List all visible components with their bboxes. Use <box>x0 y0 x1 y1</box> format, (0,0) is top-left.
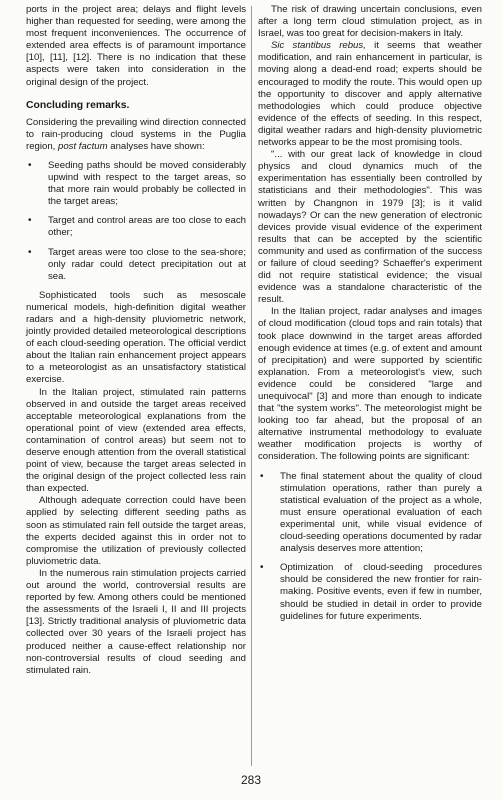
paragraph-tools: Sophisticated tools such as mesoscale numerical models, high-definition digital weather radars and a high-density pluviometric network, jointly provided detailed meteorological descriptions of each cloud-seeding operation. The official verdict about the Italian rain enhancement project appears to a meteorologist as an unsatisfactory statistical exercise. <box>26 289 246 386</box>
list-item <box>26 160 246 208</box>
list-item-text: Target and control areas are too close to each other; <box>48 215 246 239</box>
sic-latin-phrase: Sic stantibus rebus, <box>271 40 366 52</box>
list-item-text: The final statement about the quality of cloud stimulation operations, rather than purely a statistical evaluation of the project as a whole, must ensure operational evaluation of each experimental unit, while visual evidence of cloud-seeding operations documented by radar analysis deserves more attention; <box>280 470 482 555</box>
bullet-icon: • <box>28 159 32 171</box>
sic-text: it seems that weather modification, and rain enhancement in particular, is moving along a dead-end road; experts should be encouraged to modify the route. This would open up the opportunity to discover and apply alternative methodologies which could produce objective evidence of the effects of seeding. In this respect, digital weather radars and high-density pluviometric networks appear to be the most promising tools. <box>258 40 482 149</box>
paragraph-radar: In the Italian project, radar analyses and images of cloud modification (cloud tops and rain totals) that took place downwind in the target areas afforded enough evidence at times (e.g. of extent and amount of precipitation) and were supported by scientific explanation. From a meteorologist's view, such evidence could be considered "large and unequivocal" [3] and more than enough to indicate that "the system works". The meteorologist might be looking too far ahead, but the proposal of an alternative instrumental methodology to evaluate weather modification projects is worthy of consideration. The following points are significant: <box>258 306 483 463</box>
list-item-text: Optimization of cloud-seeding procedures should be considered the new frontier for rain-making. Positive events, even if few in number, should be studied in detail in order to provide guidelines for future experiments. <box>280 562 482 622</box>
considering-text-a: Considering the prevailing wind direction connected to rain-producing cloud systems in the Puglia region, <box>26 116 246 152</box>
column-divider <box>251 6 252 766</box>
bullet-icon: • <box>28 246 32 258</box>
right-column <box>258 4 482 630</box>
list-item <box>258 471 482 556</box>
paragraph-intro: ports in the project area; delays and flight levels higher than requested for seeding, were among the most frequent inconveniences. The occurrence of extended area effects is of paramount importance [10], [11], [12]. There is no indication that these aspects were taken into consideration in the original design of the project. <box>26 4 246 88</box>
findings-list <box>26 160 246 283</box>
paragraph-quote: "... with our great lack of knowledge in cloud physics and cloud dynamics much of the experimentation has essentially been controlled by statisticians and their methodologies". This was written by Changnon in 1979 [3]; is it valid nowadays? Or can the new generation of electronic devices provide visual evidence of the experiment results that can be accepted by the scientific community and used as confirmation of the success or failure of cloud seeding? Schaeffer's experiment did not require statistical evidence; the visual evidence was a standalone characteristic of the result. <box>258 149 482 306</box>
list-item <box>26 215 246 239</box>
bullet-icon: • <box>260 562 264 574</box>
list-item <box>258 562 482 622</box>
significant-points-list <box>258 471 482 623</box>
bullet-icon: • <box>260 470 264 482</box>
section-heading: Concluding remarks. <box>26 99 130 111</box>
bullet-icon: • <box>28 215 32 227</box>
list-item-text: Target areas were too close to the sea-shore; only radar could detect precipitation out at sea. <box>48 246 246 282</box>
list-item <box>26 247 246 283</box>
considering-latin-phrase: post factum <box>58 140 108 152</box>
left-column <box>26 4 246 677</box>
paragraph-stimulated: In the Italian project, stimulated rain patterns observed in and outside the target areas received acceptable meteorological explanations from the operational point of view (extended area effects, contamination of control areas) but seem not to deserve enough attention from the overall statistical point of view, because the target areas selected in the original design of the project collected less rain than expected. <box>26 386 246 495</box>
list-item-text: Seeding paths should be moved considerably upwind with respect to the target areas, so that more rain would probably be collected in the target areas; <box>48 159 246 208</box>
page-number: 283 <box>240 773 262 787</box>
paragraph-numerous: In the numerous rain stimulation projects carried out around the world, controversial results are reported by few. Among others could be mentioned the assessments of the Israeli I, II and III projects [13]. Strictly traditional analysis of pluviometric data collected over 30 years of the Israeli project has produced neither a cause-effect relationship nor non-controversial results of cloud seeding and stimulated rain. <box>26 567 246 676</box>
paragraph-correction: Although adequate correction could have been applied by selecting different seeding paths as soon as stimulated rain fell outside the target areas, the experts decided against this in order not to compromise the utilization of previously collected pluviometric data. <box>26 495 246 567</box>
considering-text-b: analyses have shown: <box>107 140 205 152</box>
paragraph-considering <box>26 117 246 153</box>
paragraph-sic-stantibus <box>258 40 482 149</box>
paragraph-risk: The risk of drawing uncertain conclusions, even after a long term cloud stimulation project, as in Israel, was too great for decision-makers in Italy. <box>258 4 482 40</box>
